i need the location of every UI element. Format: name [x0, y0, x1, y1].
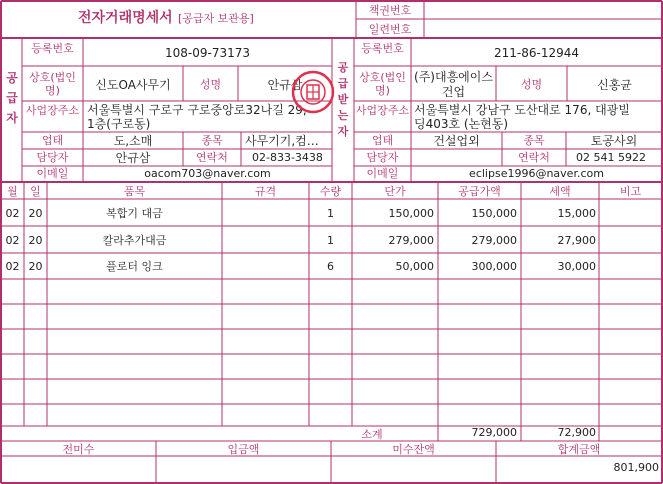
receiver-address-line2: 딩403호 (논현동)	[414, 117, 509, 131]
supplier-manager: 안규삼	[115, 151, 151, 165]
receiver-email-label: 이메일	[366, 167, 399, 180]
receiver-side-label: 공 급 받 는 자	[337, 61, 349, 138]
supplier-address-line1: 서울특별시 구로구 구로중앙로32나길 29,	[87, 103, 307, 117]
col-header-day: 일	[30, 185, 41, 198]
col-header-tax: 세액	[549, 185, 571, 198]
receiver-address-line1: 서울특별시 강남구 도산대로 176, 대광빌	[414, 103, 630, 117]
supplier-email-label: 이메일	[36, 167, 69, 180]
supplier-reg-no: 108-09-73173	[164, 46, 250, 60]
item-row-1-unit-price: 150,000	[388, 207, 434, 220]
item-row-2-tax: 27,900	[557, 234, 596, 247]
receiver-phone: 02 541 5922	[576, 151, 646, 164]
document-title: 전자거래명세서	[78, 10, 173, 26]
supplier-phone-label: 연락처	[196, 151, 228, 164]
grand-total-label: 합계금액	[557, 443, 601, 456]
receiver-company-line1: (주)대흥에이스	[414, 70, 493, 84]
receiver-rep-label: 성명	[520, 78, 543, 91]
receiver-biz-type-label: 업태	[371, 134, 394, 147]
unpaid-balance-label: 미수잔액	[392, 443, 435, 456]
receiver-phone-label: 연락처	[518, 151, 550, 164]
item-row-2-month: 02	[5, 234, 20, 247]
item-row-1-tax: 15,000	[557, 207, 596, 220]
col-header-item: 품목	[123, 185, 146, 198]
company-seal-stamp-icon	[291, 68, 335, 116]
supplier-reg-no-label: 등록번호	[31, 42, 74, 55]
supplier-address-label: 사업장주소	[25, 104, 80, 117]
receiver-reg-no-label: 등록번호	[361, 42, 404, 55]
item-row-2-day: 20	[28, 234, 43, 247]
supplier-address-line2: 1층(구로동)	[87, 117, 151, 131]
item-row-3-tax: 30,000	[557, 260, 596, 273]
supplier-company-label: 상호(법인명)	[29, 71, 76, 97]
subtotal-tax: 72,900	[557, 426, 596, 439]
supplier-email: oacom703@naver.com	[144, 167, 271, 180]
receiver-company-line2: 건업	[441, 85, 466, 99]
receiver-address-label: 사업장주소	[355, 104, 410, 117]
col-header-note: 비고	[619, 185, 642, 198]
item-row-1-supply: 150,000	[471, 207, 517, 220]
supplier-side-label: 공 급 자	[6, 71, 18, 125]
grand-total-value: 801,900	[613, 461, 659, 474]
item-row-2-supply: 279,000	[471, 234, 517, 247]
item-row-3-qty: 6	[327, 260, 334, 273]
item-row-2-name: 칼라추가대금	[102, 234, 167, 247]
col-header-qty: 수량	[319, 185, 342, 198]
supplier-biz-item-label: 종목	[201, 134, 223, 147]
prev-balance-label: 전미수	[62, 443, 95, 456]
item-row-1-day: 20	[28, 207, 43, 220]
receiver-email: eclipse1996@naver.com	[469, 167, 604, 180]
item-row-2-qty: 1	[327, 234, 334, 247]
deposit-label: 입금액	[227, 443, 260, 456]
col-header-supply-amount: 공급가액	[458, 185, 501, 198]
receiver-company-label: 상호(법인명)	[359, 71, 406, 97]
item-row-3-unit-price: 50,000	[395, 260, 434, 273]
item-row-3-supply: 300,000	[471, 260, 517, 273]
receiver-biz-type: 건설업외	[433, 134, 480, 148]
book-number-label: 책권번호	[368, 4, 412, 17]
supplier-biz-item: 사무기기,컴…	[245, 134, 319, 148]
receiver-biz-item-label: 종목	[523, 134, 545, 147]
item-row-3-day: 20	[28, 260, 43, 273]
supplier-biz-type-label: 업태	[41, 134, 64, 147]
supplier-rep-name: 안규삼	[267, 78, 303, 92]
item-row-2-unit-price: 279,000	[388, 234, 434, 247]
receiver-manager-label: 담당자	[366, 151, 399, 164]
item-row-1-name: 복합기 대금	[106, 207, 163, 220]
subtotal-supply: 729,000	[471, 426, 517, 439]
receiver-reg-no: 211-86-12944	[493, 46, 579, 60]
item-row-3-month: 02	[5, 260, 20, 273]
supplier-biz-type: 도,소매	[113, 134, 153, 148]
supplier-company: 신도OA사무기	[95, 78, 171, 92]
supplier-rep-label: 성명	[199, 78, 222, 91]
receiver-biz-item: 토공사외	[590, 134, 638, 148]
item-row-3-name: 플로터 잉크	[106, 260, 163, 273]
supplier-manager-label: 담당자	[36, 151, 69, 164]
col-header-month: 월	[7, 185, 18, 198]
item-row-1-month: 02	[5, 207, 20, 220]
document-subtitle: [공급자 보관용]	[178, 12, 254, 25]
item-row-1-qty: 1	[327, 207, 334, 220]
col-header-unit-price: 단가	[384, 185, 406, 198]
receiver-rep-name: 신홍균	[597, 78, 632, 92]
supplier-phone: 02-833-3438	[252, 151, 323, 164]
serial-number-label: 일련번호	[368, 23, 412, 36]
subtotal-label: 소계	[361, 428, 383, 441]
col-header-spec: 규격	[254, 185, 277, 198]
